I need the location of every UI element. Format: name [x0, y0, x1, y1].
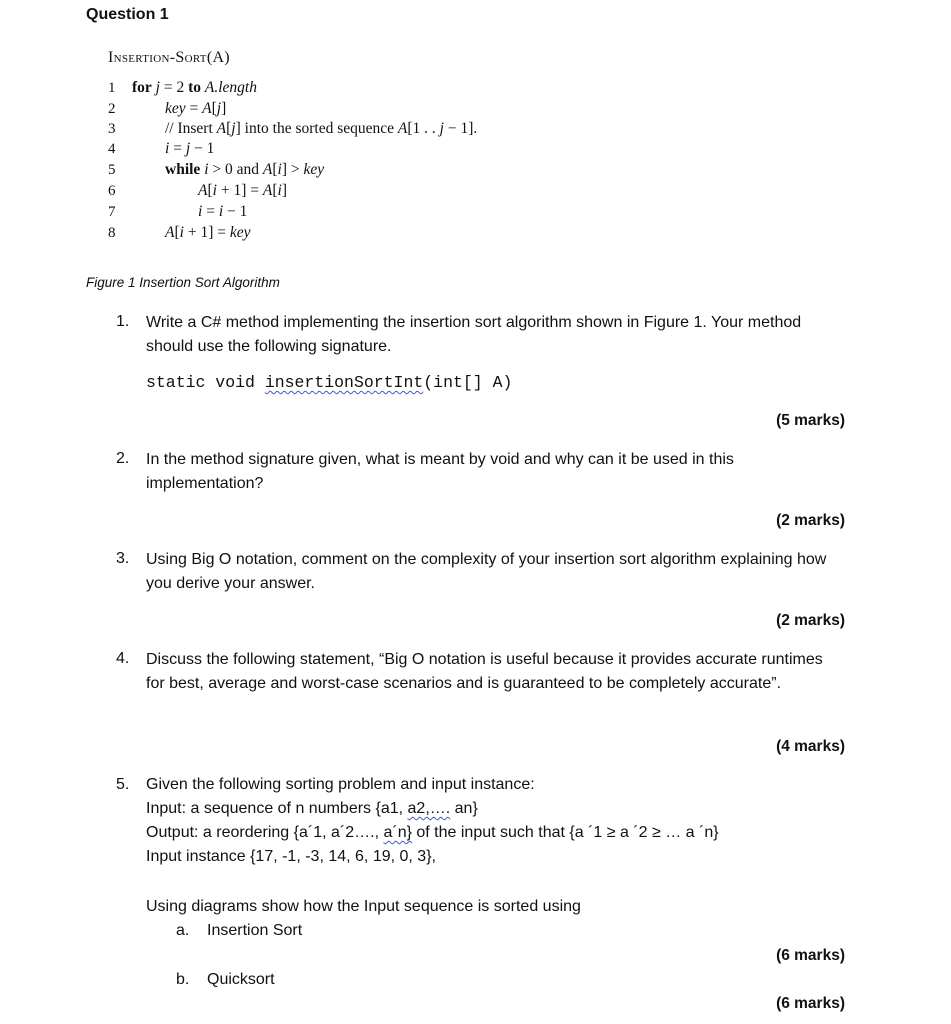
marks-label: (2 marks) [776, 612, 845, 629]
sub-question-text: Quicksort [207, 971, 275, 988]
code-prefix: static void [146, 373, 265, 392]
pseudocode-line-2: key = A[j] [165, 100, 227, 117]
input-instance: Input instance {17, -1, -3, 14, 6, 19, 0, 3}, [146, 848, 436, 865]
sub-question-label: a. [176, 922, 190, 939]
pseudocode-line-5: while i > 0 and A[i] > key [165, 161, 325, 178]
question-text: Write a C# method implementing the insertion sort algorithm shown in Figure 1. Your method should use the following signature. [146, 314, 802, 355]
diagram-instruction: Using diagrams show how the Input sequence is sorted using [146, 898, 581, 915]
question-text: Given the following sorting problem and input instance: [146, 776, 535, 793]
line-number: 6 [108, 183, 116, 199]
marks-label: (5 marks) [776, 412, 845, 429]
pseudocode-line-1: for j = 2 to A.length [132, 79, 257, 96]
marks-label: (6 marks) [776, 995, 845, 1012]
output-line [146, 824, 719, 842]
input-line [146, 800, 478, 818]
output-line-end: of the input such that {a ´1 ≥ a ´2 ≥ … a ´n} [411, 824, 719, 841]
question-number: 3. [116, 550, 130, 567]
question-text: Using Big O notation, comment on the complexity of your insertion sort algorithm explaining how you derive your answer. [146, 551, 827, 592]
input-line-squiggle: a2,…. [407, 800, 451, 817]
sub-question-label: b. [176, 971, 190, 988]
question-number: 5. [116, 776, 130, 793]
pseudocode-line-7: i = i − 1 [198, 203, 248, 220]
line-number: 7 [108, 204, 116, 220]
method-name: insertionSortInt [264, 373, 424, 392]
pseudocode-line-8: A[i + 1] = key [165, 224, 251, 241]
figure-caption: Figure 1 Insertion Sort Algorithm [86, 275, 280, 290]
question-number: 1. [116, 313, 130, 330]
method-signature [146, 373, 512, 392]
question-number: 4. [116, 650, 130, 667]
line-number: 3 [108, 121, 116, 137]
pseudocode-line-3: // Insert A[j] into the sorted sequence A[1 . . j − 1]. [165, 120, 478, 137]
input-line-end: an} [450, 800, 478, 817]
algorithm-name: Insertion-Sort(A) [108, 49, 230, 66]
question-number: 2. [116, 450, 130, 467]
line-number: 2 [108, 101, 116, 117]
marks-label: (6 marks) [776, 947, 845, 964]
sub-question-text: Insertion Sort [207, 922, 303, 939]
question-text: Discuss the following statement, “Big O notation is useful because it provides accurate runtimes for best, average and worst-case scenarios and is guaranteed to be completely accurate”. [146, 651, 823, 692]
question-text: In the method signature given, what is meant by void and why can it be used in this implementation? [146, 451, 734, 492]
pseudocode-line-4: i = j − 1 [165, 140, 215, 157]
output-line-start: Output: a reordering {a´1, a´2…., [146, 824, 384, 841]
line-number: 8 [108, 225, 116, 241]
line-number: 5 [108, 162, 116, 178]
marks-label: (2 marks) [776, 512, 845, 529]
code-suffix: (int[] A) [423, 373, 513, 392]
marks-label: (4 marks) [776, 738, 845, 755]
question-heading: Question 1 [86, 6, 169, 23]
input-line-start: Input: a sequence of n numbers {a1, [146, 800, 408, 817]
output-line-squiggle: a´n} [383, 824, 412, 841]
line-number: 4 [108, 141, 116, 157]
line-number: 1 [108, 80, 116, 96]
pseudocode-line-6: A[i + 1] = A[i] [198, 182, 287, 199]
